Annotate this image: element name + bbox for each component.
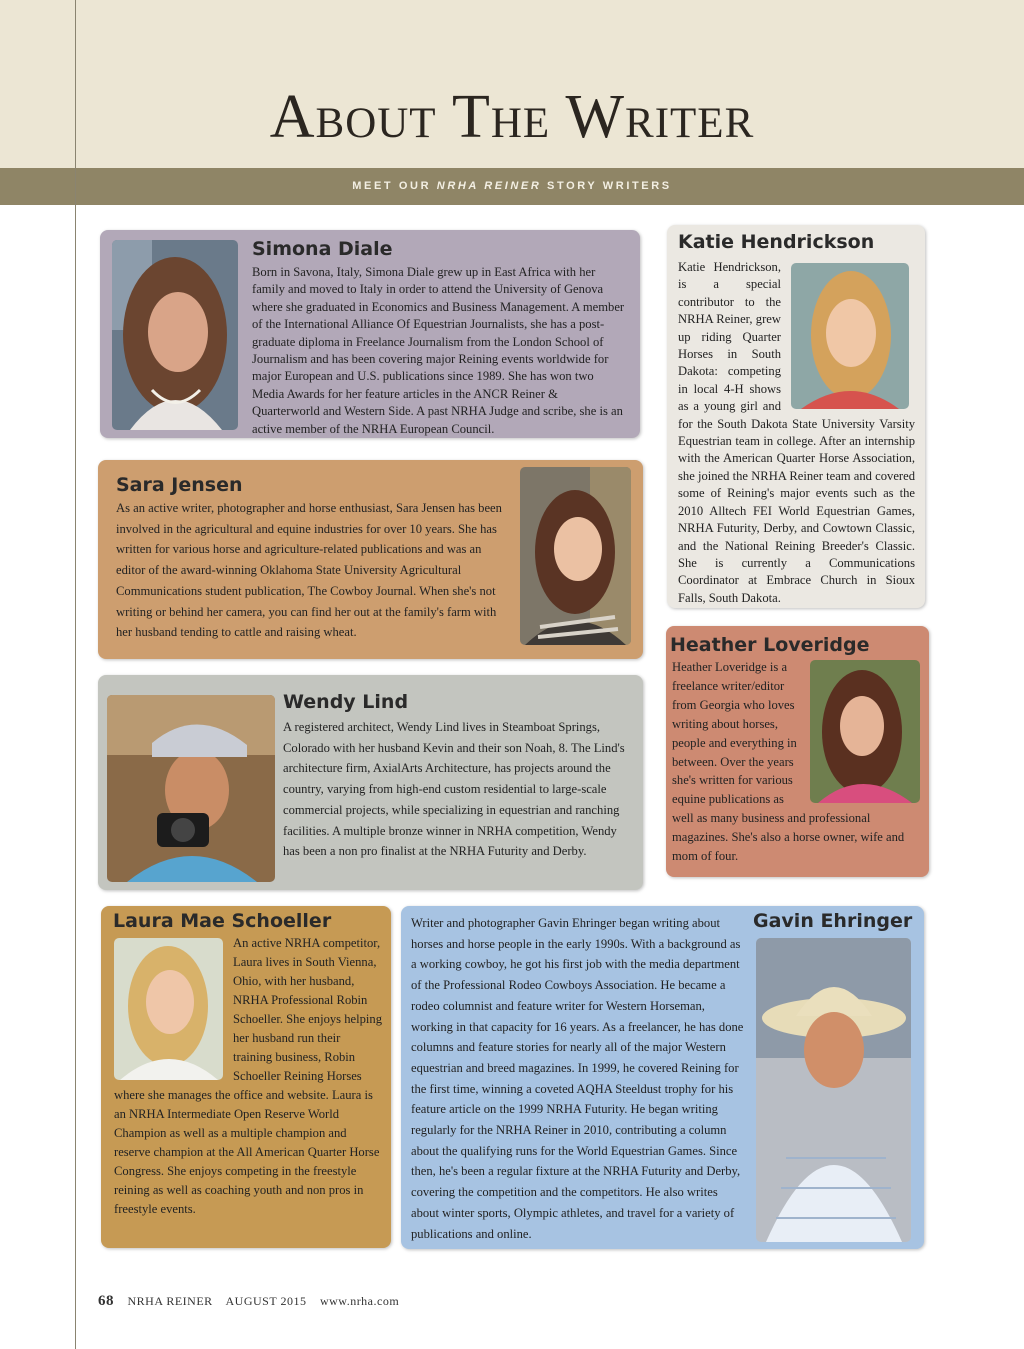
page-title: About The Writer — [269, 83, 755, 151]
writer-bio-katie-text: Katie Hendrickson, is a special contributor to the NRHA Reiner, grew up riding Quarter Horses in South Dakota: competing in local 4-H shows as a young girl and for the South Dakota State University Varsity Equestrian team in college. After an internship with the American Quarter Horse Association, she joined the NRHA Reiner team and covered some of Reining's major events such as the 2010 Alltech FEI World Equestrian Games, NRHA Futurity, Derby, and Cowtown Classic, and the National Reining Breeder's Classic. She is currently a Communications Coordinator at Embrace Church in Sioux Falls, South Dakota. — [678, 260, 915, 605]
writer-card-katie — [667, 225, 925, 608]
writer-card-laura — [101, 906, 391, 1248]
page-subtitle — [0, 180, 1024, 192]
writer-photo-laura — [114, 938, 223, 1080]
writer-photo-gavin — [756, 938, 911, 1242]
writer-photo-sara — [520, 467, 631, 645]
writer-bio-laura-text: An active NRHA competitor, Laura lives in South Vienna, Ohio, with her husband, NRHA Professional Robin Schoeller. She enjoys helping her husband run their training business, Robin Schoeller Reining Horses where she manages the office and website. Laura is an NRHA Intermediate Open Reserve World Champion as well as a multiple champion and reserve champion at the All American Quarter Horse Congress. She enjoys competing in the freestyle reining as well as coaching youth and non pros in freestyle events. — [114, 936, 383, 1216]
footer-publication: NRHA REINER — [127, 1294, 213, 1308]
writer-bio-gavin: Writer and photographer Gavin Ehringer began writing about horses and horse people in the early 1990s. With a background as a working cowboy, he got his first job with the media department of the Professional Rodeo Cowboys Association. He became a rodeo columnist and feature writer for Western Horseman, working in that capacity for 16 years. As a freelancer, he has done columns and feature stories for nearly all of the major Western equestrian and breed magazines. In 1999, he covered Reining for the first time, winning a coveted AQHA Steeldust trophy for his feature article on the 1999 NRHA Futurity. He began writing regularly for the NRHA Reiner in 2010, contributing a column about the qualifying runs for the World Equestrian Games. Since then, he's been a regular fixture at the NRHA Futurity and Derby, covering the competition and the competitors. He also writes about winter sports, Olympic athletes, and travel for a variety of publications and online. — [411, 916, 744, 1241]
subtitle-suffix: STORY WRITERS — [541, 180, 672, 192]
writer-photo-simona — [112, 240, 238, 430]
writer-bio-heather — [672, 658, 922, 866]
writer-card-simona — [100, 230, 640, 438]
page-number: 68 — [98, 1293, 114, 1309]
writer-name-laura: Laura Mae Schoeller — [113, 910, 332, 932]
page-footer — [98, 1293, 409, 1310]
writer-card-sara — [98, 460, 643, 659]
writer-bio-katie — [678, 259, 915, 607]
writer-bio-sara: As an active writer, photographer and horse enthusiast, Sara Jensen has been involved in the agricultural and equine industries for over 10 years. She has written for various horse and agriculture-related publications and was an editor of the award-winning Oklahoma State University Agricultural Communications student publication, The Cowboy Journal. When she's not writing or behind her camera, you can find her out at the family's farm with her husband tending to cattle and raising wheat. — [116, 501, 502, 640]
writer-name-heather: Heather Loveridge — [670, 634, 870, 656]
writer-bio-wendy: A registered architect, Wendy Lind lives in Steamboat Springs, Colorado with her husband Kevin and their son Noah, 8. The Lind's architecture firm, AxialArts Architecture, has projects around the country, varying from high-end custom residential to large-scale commercial projects, while specializing in equestrian and ranching facilities. A multiple bronze winner in NRHA competition, Wendy has been a non pro finalist at the NRHA Futurity and Derby. — [283, 720, 625, 859]
writer-bio-simona: Born in Savona, Italy, Simona Diale grew up in East Africa with her family and moved to Italy in order to attend the University of Genova where she graduated in Economics and Business Management. A member of the International Alliance Of Equestrian Journalists, she has a post-graduate diploma in Freelance Journalism from the London School of Journalism and has been covering major Reining events worldwide for major European and U.S. publications since 1989. She has won two Media Awards for her feature articles in the ANCR Reiner & Quarterworld and Western Side. A past NRHA Judge and scribe, she is an active member of the NRHA European Council. — [252, 265, 625, 436]
subtitle-prefix: MEET OUR — [352, 180, 437, 192]
writer-name-simona: Simona Diale — [252, 238, 393, 260]
writer-photo-katie — [791, 263, 909, 409]
writer-card-gavin — [401, 906, 924, 1249]
writer-name-sara: Sara Jensen — [116, 474, 243, 496]
writer-bio-heather-text: Heather Loveridge is a freelance writer/editor from Georgia who loves writing about horses, people and everything in between. Over the years she's written for various equine publications as well as many business and professional magazines. She's also a horse owner, wife and mom of four. — [672, 660, 905, 864]
writer-card-heather — [666, 626, 929, 877]
margin-rule — [75, 0, 76, 1349]
footer-issue: AUGUST 2015 — [225, 1294, 307, 1308]
writer-name-gavin: Gavin Ehringer — [753, 910, 913, 932]
subtitle-publication: NRHA REINER — [436, 180, 542, 192]
writer-name-wendy: Wendy Lind — [283, 691, 409, 713]
writer-card-wendy — [98, 675, 643, 890]
writer-photo-heather — [810, 660, 920, 803]
writer-name-katie: Katie Hendrickson — [678, 231, 875, 253]
writer-bio-laura — [114, 934, 382, 1219]
writer-photo-wendy — [107, 695, 275, 882]
footer-url[interactable]: www.nrha.com — [319, 1294, 400, 1308]
